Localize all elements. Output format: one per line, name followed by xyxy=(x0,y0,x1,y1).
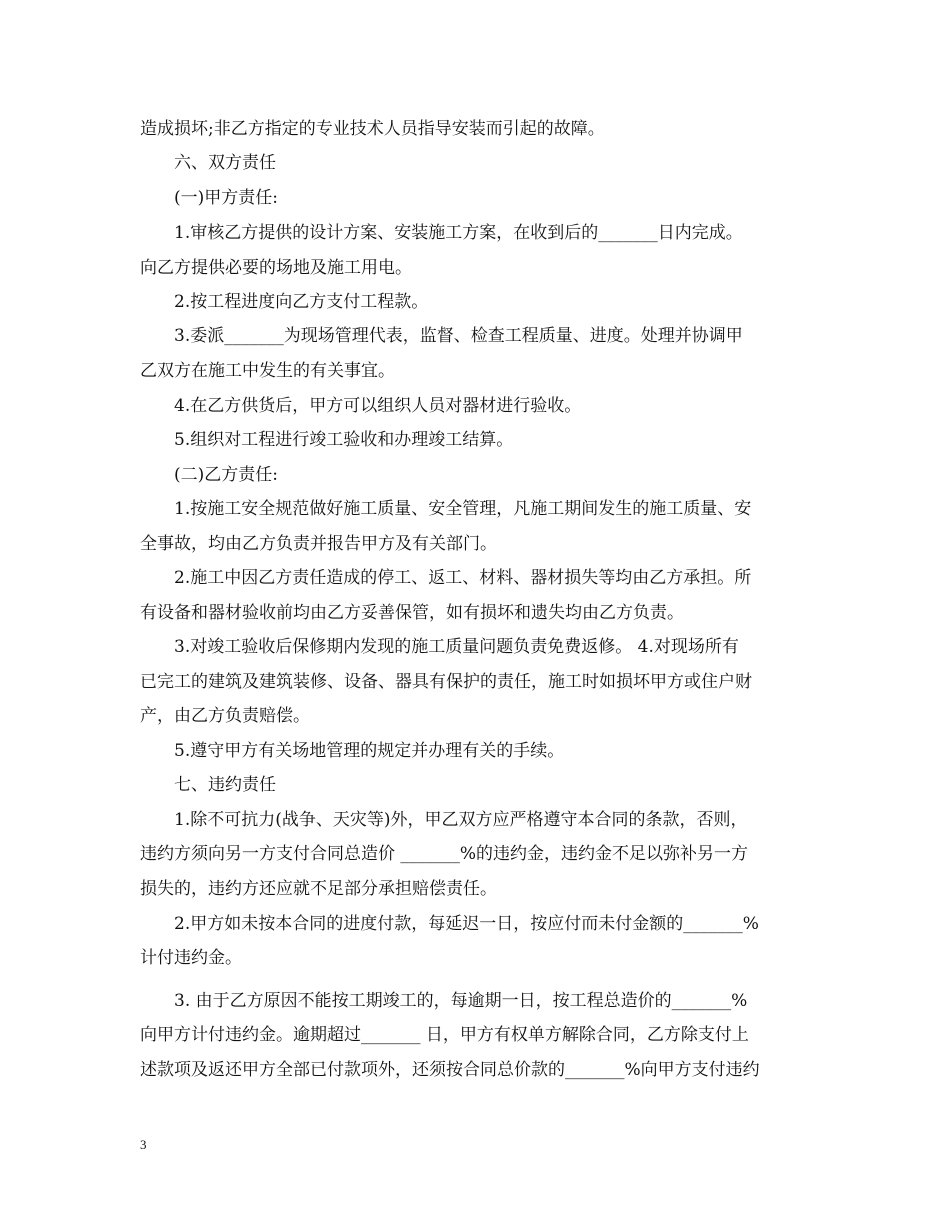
paragraph-line: 产，由乙方负责赔偿。 xyxy=(140,706,310,726)
paragraph-line: 2.施工中因乙方责任造成的停工、返工、材料、器材损失等均由乙方承担。所 xyxy=(174,568,752,588)
paragraph-line: 违约方须向另一方支付合同总造价 _______%的违约金，违约金不足以弥补另一方 xyxy=(140,844,749,864)
paragraph-line: 有设备和器材验收前均由乙方妥善保管，如有损坏和遗失均由乙方负责。 xyxy=(140,603,684,623)
paragraph-line: 3.对竣工验收后保修期内发现的施工质量问题负责免费返修。 4.对现场所有 xyxy=(174,637,739,657)
paragraph-line: 1.按施工安全规范做好施工质量、安全管理，凡施工期间发生的施工质量、安 xyxy=(174,499,752,519)
paragraph-line: 已完工的建筑及建筑装修、设备、器具有保护的责任，施工时如损坏甲方或住户财 xyxy=(140,672,752,692)
paragraph-line: 向甲方计付违约金。逾期超过_______ 日，甲方有权单方解除合同，乙方除支付上 xyxy=(140,1025,749,1045)
paragraph-line: 1.审核乙方提供的设计方案、安装施工方案，在收到后的_______日内完成。 xyxy=(174,223,743,243)
paragraph-line: 述款项及返还甲方全部已付款项外，还须按合同总价款的_______%向甲方支付违约 xyxy=(140,1060,760,1080)
paragraph-line: 乙双方在施工中发生的有关事宜。 xyxy=(140,361,395,381)
section-heading: 七、违约责任 xyxy=(174,775,276,795)
subsection-heading: (一)甲方责任: xyxy=(174,188,278,208)
paragraph-line: 向乙方提供必要的场地及施工用电。 xyxy=(140,258,412,278)
paragraph-line: 全事故，均由乙方负责并报告甲方及有关部门。 xyxy=(140,534,497,554)
paragraph-line: 4.在乙方供货后，甲方可以组织人员对器材进行验收。 xyxy=(174,396,582,416)
paragraph-line: 损失的，违约方还应就不足部分承担赔偿责任。 xyxy=(140,879,497,899)
paragraph-line: 2.甲方如未按本合同的进度付款，每延迟一日，按应付而未付金额的_______% xyxy=(174,914,759,934)
paragraph-line: 5.遵守甲方有关场地管理的规定并办理有关的手续。 xyxy=(174,741,565,761)
paragraph-line: 计付违约金。 xyxy=(140,948,242,968)
page-number: 3 xyxy=(140,1137,147,1152)
subsection-heading: (二)乙方责任: xyxy=(174,465,278,485)
paragraph-line: 造成损坏;非乙方指定的专业技术人员指导安装而引起的故障。 xyxy=(140,119,605,139)
paragraph-line: 3. 由于乙方原因不能按工期竣工的，每逾期一日，按工程总造价的_______% xyxy=(174,991,748,1011)
section-heading: 六、双方责任 xyxy=(174,153,276,173)
paragraph-line: 3.委派_______为现场管理代表，监督、检查工程质量、进度。处理并协调甲 xyxy=(174,326,743,346)
paragraph-line: 2.按工程进度向乙方支付工程款。 xyxy=(174,292,429,312)
paragraph-line: 5.组织对工程进行竣工验收和办理竣工结算。 xyxy=(174,430,514,450)
paragraph-line: 1.除不可抗力(战争、天灾等)外，甲乙双方应严格遵守本合同的条款，否则， xyxy=(174,810,748,830)
